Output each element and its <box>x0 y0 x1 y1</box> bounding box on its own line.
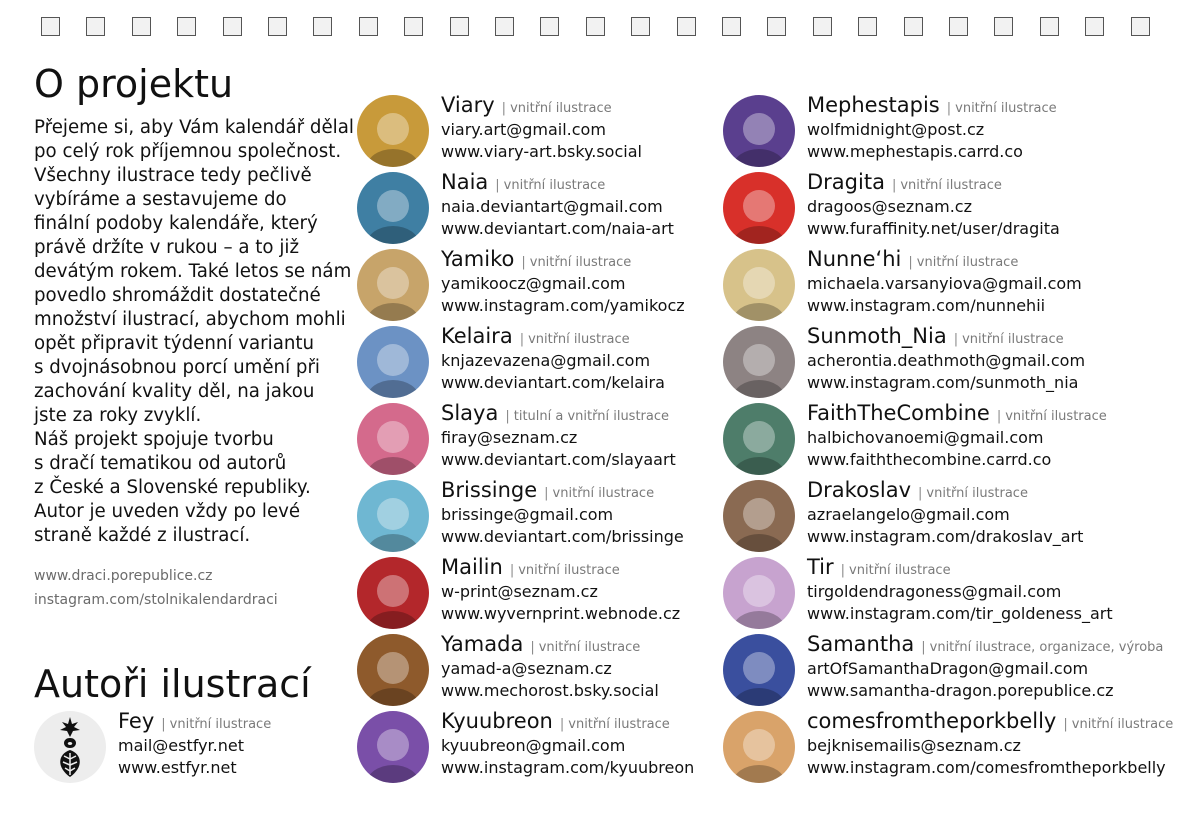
author-name: Naia <box>441 170 489 194</box>
binding-hole <box>1040 17 1059 36</box>
separator: | <box>521 255 526 270</box>
author-role: vnitřní ilustrace <box>568 717 670 732</box>
author-avatar <box>723 480 795 552</box>
author-website[interactable]: www.mechorost.bsky.social <box>441 681 659 700</box>
binding-hole <box>994 17 1013 36</box>
author-email[interactable]: knjazevazena@gmail.com <box>441 351 651 370</box>
intro-text <box>34 116 354 548</box>
intro-line: Přejeme si, aby Vám kalendář dělal <box>34 117 354 138</box>
author-name: Brissinge <box>441 478 538 502</box>
intro-line: straně každé z ilustrací. <box>34 525 251 546</box>
separator: | <box>953 332 959 347</box>
author-role: vnitřní ilustrace <box>552 486 655 501</box>
separator: | <box>921 640 926 655</box>
intro-line: Autor je uveden vždy po levé <box>34 501 301 522</box>
binding-hole <box>949 17 968 36</box>
author-role: vnitřní ilustrace, organizace, výroba <box>929 640 1164 655</box>
author-email[interactable]: halbichovanoemi@gmail.com <box>807 428 1044 447</box>
intro-line: Všechny ilustrace tedy pečlivě <box>34 165 312 186</box>
binding-hole <box>677 17 696 36</box>
intro-line: zachování kvality děl, na jakou <box>34 381 315 402</box>
author-email[interactable]: tirgoldendragoness@gmail.com <box>807 582 1062 601</box>
intro-line: právě držíte v rukou – a to již <box>34 237 299 258</box>
intro-line: z České a Slovenské republiky. <box>34 477 311 498</box>
author-role: vnitřní ilustrace <box>849 563 951 578</box>
author-avatar <box>357 172 429 244</box>
separator: | <box>1063 717 1068 732</box>
author-avatar <box>357 634 429 706</box>
author-avatar <box>357 557 429 629</box>
author-name: Tir <box>807 555 834 579</box>
intro-line: s dvojnásobnou porcí umění při <box>34 357 320 378</box>
author-role: vnitřní ilustrace <box>916 255 1019 270</box>
author-name: comesfromtheporkbelly <box>807 709 1057 733</box>
author-website[interactable]: www.deviantart.com/slayaart <box>441 450 676 469</box>
author-website[interactable]: www.deviantart.com/brissinge <box>441 527 684 546</box>
author-name: Kyuubreon <box>441 709 553 733</box>
author-website[interactable]: www.instagram.com/yamikocz <box>441 296 685 315</box>
author-entry <box>357 631 702 707</box>
author-email[interactable]: firay@seznam.cz <box>441 428 578 447</box>
author-website[interactable]: www.deviantart.com/kelaira <box>441 373 665 392</box>
author-website[interactable]: www.faiththecombine.carrd.co <box>807 450 1052 469</box>
intro-line: jste za roky zvyklí. <box>34 405 202 426</box>
author-role: vnitřní ilustrace <box>955 101 1057 116</box>
author-entry-fey <box>34 708 354 784</box>
author-name: Drakoslav <box>807 478 912 502</box>
intro-line: vybíráme a sestavujeme do <box>34 189 287 210</box>
separator: | <box>918 486 923 501</box>
author-name: Yamiko <box>441 247 515 271</box>
author-name: Dragita <box>807 170 885 194</box>
author-name: Viary <box>441 93 495 117</box>
separator: | <box>519 332 525 347</box>
binding-hole <box>86 17 105 36</box>
separator: | <box>840 563 846 578</box>
binding-hole <box>767 17 786 36</box>
author-entry <box>357 708 702 784</box>
author-name: Samantha <box>807 632 915 656</box>
author-email[interactable]: yamad-a@seznam.cz <box>441 659 612 678</box>
author-avatar <box>357 403 429 475</box>
author-role: vnitřní ilustrace <box>528 332 630 347</box>
author-entry <box>357 92 702 168</box>
binding-hole <box>586 17 605 36</box>
binding-hole <box>631 17 650 36</box>
author-email[interactable]: bejknisemailis@seznam.cz <box>807 736 1021 755</box>
author-email[interactable]: mail@estfyr.net <box>118 736 245 755</box>
author-email[interactable]: wolfmidnight@post.cz <box>807 120 985 139</box>
author-name: Mephestapis <box>807 93 940 117</box>
author-website[interactable]: www.instagram.com/tir_goldeness_art <box>807 604 1113 623</box>
separator: | <box>946 101 952 116</box>
binding-hole <box>177 17 196 36</box>
author-email[interactable]: brissinge@gmail.com <box>441 505 614 524</box>
intro-line: devátým rokem. Také letos se nám <box>34 261 352 282</box>
author-avatar <box>357 480 429 552</box>
author-name: Slaya <box>441 401 499 425</box>
author-entry <box>357 554 702 630</box>
author-website[interactable]: www.samantha-dragon.porepublice.cz <box>807 681 1114 700</box>
binding-hole <box>313 17 332 36</box>
author-email[interactable]: artOfSamanthaDragon@gmail.com <box>807 659 1089 678</box>
author-website[interactable]: www.instagram.com/kyuubreon <box>441 758 695 777</box>
author-role: vnitřní ilustrace <box>169 717 272 732</box>
author-website[interactable]: www.mephestapis.carrd.co <box>807 142 1023 161</box>
author-role: vnitřní ilustrace <box>503 178 606 193</box>
separator: | <box>161 717 166 732</box>
binding-hole <box>722 17 741 36</box>
author-website[interactable]: www.instagram.com/nunnehii <box>807 296 1046 315</box>
author-avatar <box>357 711 429 783</box>
author-email[interactable]: kyuubreon@gmail.com <box>441 736 626 755</box>
author-avatar <box>723 557 795 629</box>
author-email[interactable]: michaela.varsanyiova@gmail.com <box>807 274 1082 293</box>
author-entry <box>723 92 1183 168</box>
author-entry <box>723 246 1183 322</box>
author-avatar <box>723 634 795 706</box>
author-name: Fey <box>118 709 155 733</box>
author-name: Nunne‘hi <box>807 247 902 271</box>
author-email[interactable]: acherontia.deathmoth@gmail.com <box>807 351 1086 370</box>
separator: | <box>891 178 897 193</box>
leaf-emblem-icon <box>34 711 106 783</box>
author-entry <box>723 631 1183 707</box>
intro-line: opět připravit týdenní variantu <box>34 333 315 354</box>
author-role: vnitřní ilustrace <box>1071 717 1174 732</box>
intro-line: povedlo shromáždit dostatečné <box>34 285 321 306</box>
author-email[interactable]: viary.art@gmail.com <box>441 120 606 139</box>
author-entry <box>723 708 1183 784</box>
author-role: vnitřní ilustrace <box>538 640 641 655</box>
author-website[interactable]: www.viary-art.bsky.social <box>441 142 642 161</box>
binding-hole <box>41 17 60 36</box>
author-website[interactable]: www.furaffinity.net/user/dragita <box>807 219 1060 238</box>
separator: | <box>505 409 510 424</box>
author-role: vnitřní ilustrace <box>962 332 1064 347</box>
author-name: Sunmoth_Nia <box>807 324 947 348</box>
author-role: vnitřní ilustrace <box>518 563 620 578</box>
author-avatar <box>723 95 795 167</box>
intro-line: Náš projekt spojuje tvorbu <box>34 429 274 450</box>
author-entry <box>723 400 1183 476</box>
author-role: vnitřní ilustrace <box>1005 409 1107 424</box>
binding-hole <box>1085 17 1104 36</box>
separator: | <box>501 101 507 116</box>
author-email[interactable]: yamikoocz@gmail.com <box>441 274 626 293</box>
author-name: Kelaira <box>441 324 513 348</box>
author-website[interactable]: www.instagram.com/sunmoth_nia <box>807 373 1079 392</box>
author-avatar <box>357 249 429 321</box>
author-avatar <box>723 403 795 475</box>
author-website[interactable]: www.instagram.com/drakoslav_art <box>807 527 1084 546</box>
intro-line: po celý rok příjemnou společnost. <box>34 141 342 162</box>
author-website[interactable]: www.deviantart.com/naia-art <box>441 219 674 238</box>
binding-holes <box>41 17 1151 38</box>
author-website[interactable]: www.estfyr.net <box>118 758 237 777</box>
binding-hole <box>359 17 378 36</box>
author-website[interactable]: www.wyvernprint.webnode.cz <box>441 604 681 623</box>
author-name: Yamada <box>441 632 524 656</box>
binding-hole <box>223 17 242 36</box>
intro-line: finální podoby kalendáře, který <box>34 213 318 234</box>
binding-hole <box>813 17 832 36</box>
website-link[interactable]: www.draci.porepublice.cz <box>34 568 213 584</box>
author-email[interactable]: azraelangelo@gmail.com <box>807 505 1010 524</box>
binding-hole <box>540 17 559 36</box>
binding-hole <box>1131 17 1150 36</box>
binding-hole <box>268 17 287 36</box>
authors-title: Autoři ilustrací <box>34 662 311 706</box>
binding-hole <box>904 17 923 36</box>
separator: | <box>996 409 1002 424</box>
author-website[interactable]: www.instagram.com/comesfromtheporkbelly <box>807 758 1166 777</box>
author-entry <box>723 323 1183 399</box>
about-title: O projektu <box>34 62 234 106</box>
author-avatar <box>357 95 429 167</box>
author-avatar <box>357 326 429 398</box>
author-role: vnitřní ilustrace <box>926 486 1028 501</box>
author-email[interactable]: dragoos@seznam.cz <box>807 197 972 216</box>
author-entry <box>723 477 1183 553</box>
author-entry <box>723 169 1183 245</box>
author-role: vnitřní ilustrace <box>529 255 632 270</box>
binding-hole <box>132 17 151 36</box>
intro-line: množství ilustrací, abychom mohli <box>34 309 346 330</box>
author-avatar <box>723 172 795 244</box>
author-role: vnitřní ilustrace <box>900 178 1002 193</box>
author-info <box>118 708 271 779</box>
author-entry <box>357 246 702 322</box>
separator: | <box>509 563 515 578</box>
separator: | <box>908 255 913 270</box>
author-avatar <box>723 711 795 783</box>
separator: | <box>495 178 500 193</box>
instagram-link[interactable]: instagram.com/stolnikalendardraci <box>34 592 278 608</box>
author-name: Mailin <box>441 555 503 579</box>
binding-hole <box>404 17 423 36</box>
author-entry <box>357 169 702 245</box>
author-avatar <box>723 326 795 398</box>
project-links <box>34 564 278 612</box>
author-entry <box>357 477 702 553</box>
author-name: FaithTheCombine <box>807 401 990 425</box>
author-role: titulní a vnitřní ilustrace <box>513 409 670 424</box>
separator: | <box>559 717 565 732</box>
intro-line: s dračí tematikou od autorů <box>34 453 287 474</box>
separator: | <box>544 486 549 501</box>
author-entry <box>723 554 1183 630</box>
separator: | <box>530 640 535 655</box>
author-role: vnitřní ilustrace <box>510 101 612 116</box>
author-entry <box>357 323 702 399</box>
binding-hole <box>495 17 514 36</box>
author-email[interactable]: w-print@seznam.cz <box>441 582 598 601</box>
author-entry <box>357 400 702 476</box>
author-email[interactable]: naia.deviantart@gmail.com <box>441 197 663 216</box>
author-avatar <box>723 249 795 321</box>
binding-hole <box>858 17 877 36</box>
binding-hole <box>450 17 469 36</box>
